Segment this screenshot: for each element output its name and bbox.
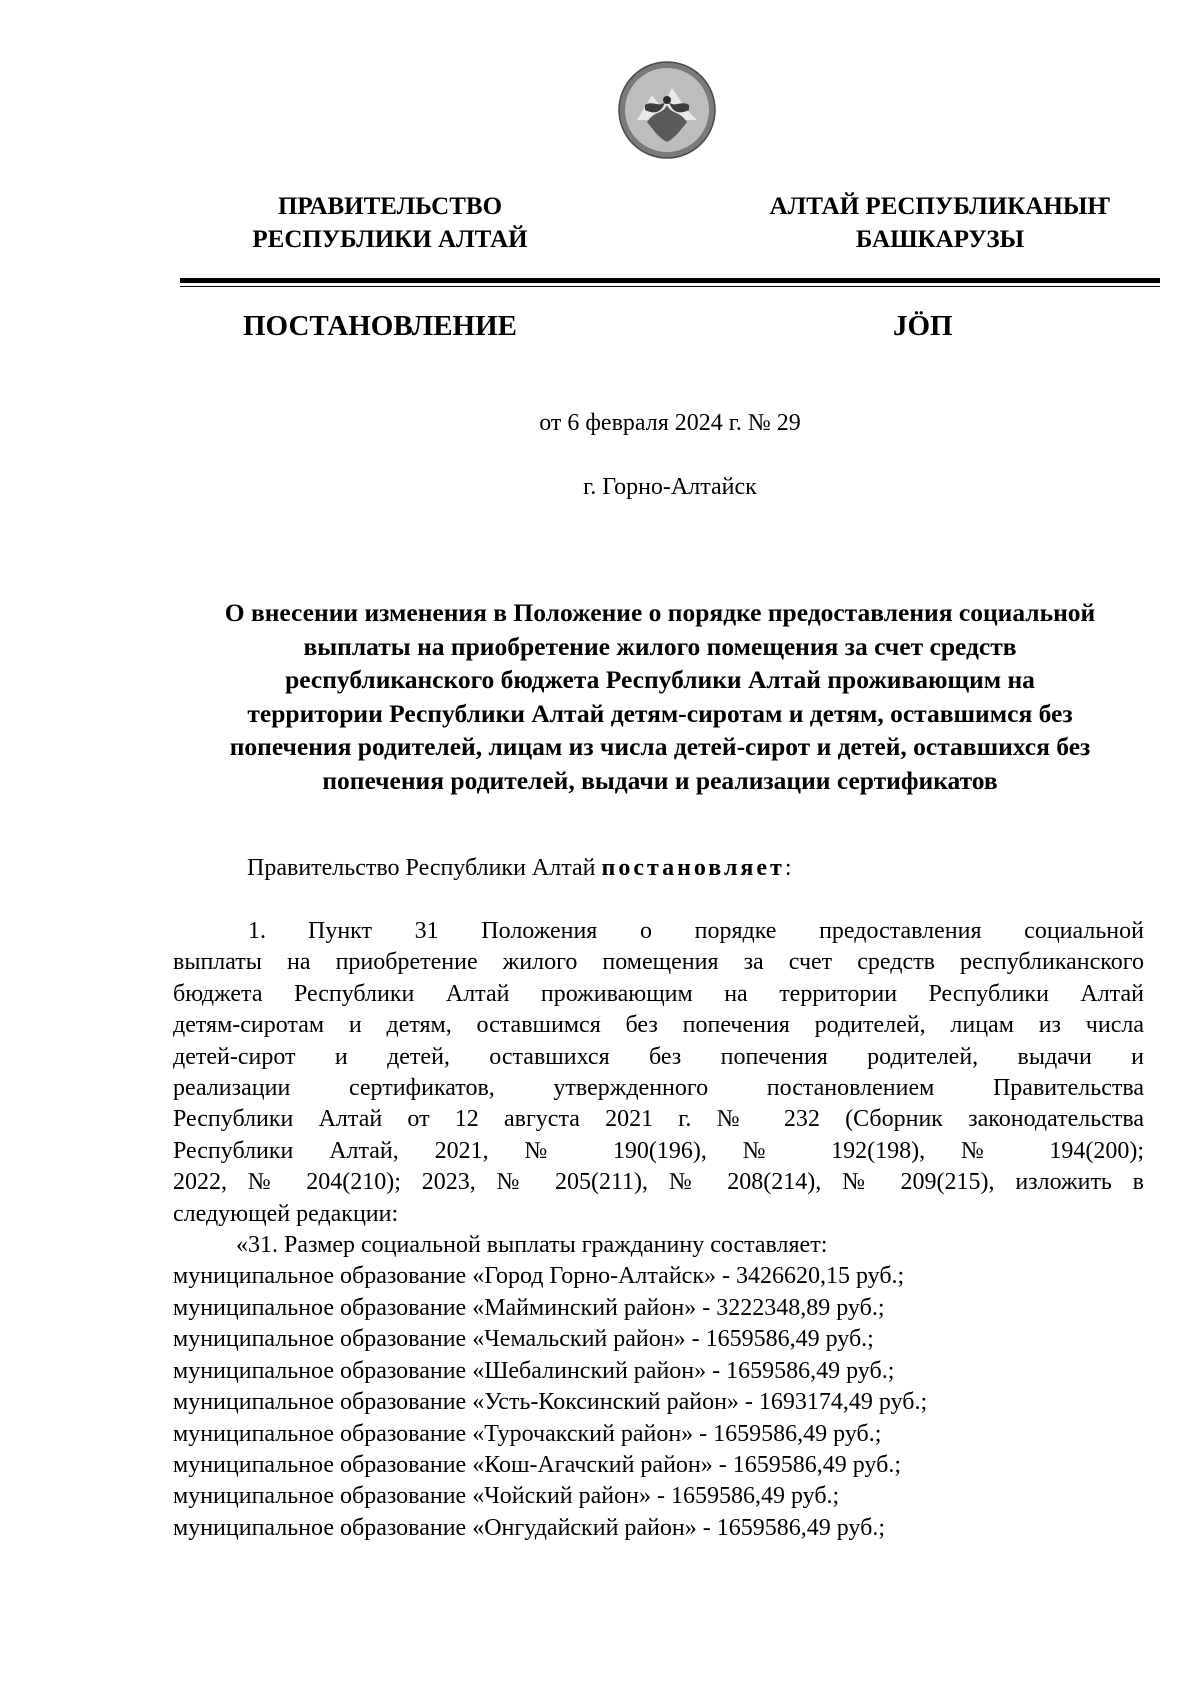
- header-government-alt: [720, 190, 1160, 256]
- list-item: муниципальное образование «Чемальский район» - 1659586,49 руб.;: [173, 1326, 874, 1353]
- list-item: муниципальное образование «Онгудайский район» - 1659586,49 руб.;: [173, 1514, 885, 1541]
- title-line: попечения родителей, выдачи и реализации сертификатов: [322, 765, 998, 795]
- point-31-intro: «31. Размер социальной выплаты гражданину составляет:: [236, 1232, 828, 1259]
- point-1: [173, 916, 1144, 1544]
- point-1-line: детям-сиротам и детям, оставшимся без попечения родителей, лицам из числа: [173, 1012, 1144, 1039]
- republic-altai-emblem-icon: [617, 60, 717, 160]
- title-line: О внесении изменения в Положение о порядке предоставления социальной: [224, 598, 1096, 627]
- header-left-line-1: ПРАВИТЕЛЬСТВО: [277, 193, 503, 220]
- list-item: муниципальное образование «Город Горно-Алтайск» - 3426620,15 руб.;: [173, 1263, 905, 1290]
- point-1-line: [173, 916, 1144, 947]
- doc-type-ru: ПОСТАНОВЛЕНИЕ: [243, 310, 518, 342]
- title-line: республиканского бюджета Республики Алтай проживающим на: [285, 665, 1035, 694]
- list-item: муниципальное образование «Майминский район» - 3222348,89 руб.;: [173, 1294, 885, 1321]
- document-title: [170, 596, 1150, 797]
- point-1-line: Республики Алтай от 12 августа 2021 г. № 232 (Сборник законодательства: [173, 1106, 1144, 1133]
- point-1-line: Республики Алтай, 2021, № 190(196), № 192(198), № 194(200);: [173, 1137, 1144, 1164]
- title-line: попечения родителей, лицам из числа детей-сирот и детей, оставшихся без: [229, 732, 1091, 761]
- point-1-number: 1.: [248, 918, 266, 944]
- header-left-line-2: РЕСПУБЛИКИ АЛТАЙ: [252, 226, 528, 253]
- doc-date-number: от 6 февраля 2024 г. № 29: [539, 410, 801, 436]
- list-item: муниципальное образование «Усть-Коксинский район» - 1693174,49 руб.;: [173, 1389, 928, 1416]
- point-1-line: выплаты на приобретение жилого помещения за счет средств республиканского: [173, 949, 1144, 976]
- header-right-line-1: АЛТАЙ РЕСПУБЛИКАНЫҤ: [769, 193, 1111, 220]
- header-right-line-2: БАШКАРУЗЫ: [855, 226, 1025, 253]
- header-divider-thick: [180, 278, 1160, 283]
- header-government-ru: [230, 190, 550, 256]
- point-1-line: 2022, № 204(210); 2023, № 205(211), № 208(214), № 209(215), изложить в: [173, 1169, 1144, 1196]
- point-1-line: бюджета Республики Алтай проживающим на территории Республики Алтай: [173, 980, 1144, 1007]
- title-line: территории Республики Алтай детям-сиротам и детям, оставшимся без: [247, 698, 1073, 728]
- header-divider-thin: [180, 286, 1160, 287]
- doc-city: г. Горно-Алтайск: [583, 474, 757, 500]
- preamble: [247, 852, 792, 884]
- preamble-suffix: :: [784, 855, 792, 881]
- list-item: муниципальное образование «Шебалинский район» - 1659586,49 руб.;: [173, 1357, 895, 1384]
- point-1-line: следующей редакции:: [173, 1200, 399, 1227]
- list-item: муниципальное образование «Чойский район» - 1659586,49 руб.;: [173, 1483, 840, 1510]
- doc-type-alt: JӦП: [893, 310, 953, 342]
- list-item: муниципальное образование «Турочакский район» - 1659586,49 руб.;: [173, 1420, 882, 1447]
- point-1-line-text: Пункт 31 Положения о порядке предоставления социальной: [308, 918, 1144, 944]
- point-1-line: детей-сирот и детей, оставшихся без попечения родителей, выдачи и: [173, 1043, 1144, 1070]
- title-line: выплаты на приобретение жилого помещения за счет средств: [303, 631, 1017, 661]
- preamble-emphasis: постановляет: [601, 855, 785, 881]
- preamble-text: Правительство Республики Алтай: [247, 855, 602, 881]
- list-item: муниципальное образование «Кош-Агачский район» - 1659586,49 руб.;: [173, 1451, 901, 1478]
- point-1-line: реализации сертификатов, утвержденного постановлением Правительства: [173, 1075, 1144, 1102]
